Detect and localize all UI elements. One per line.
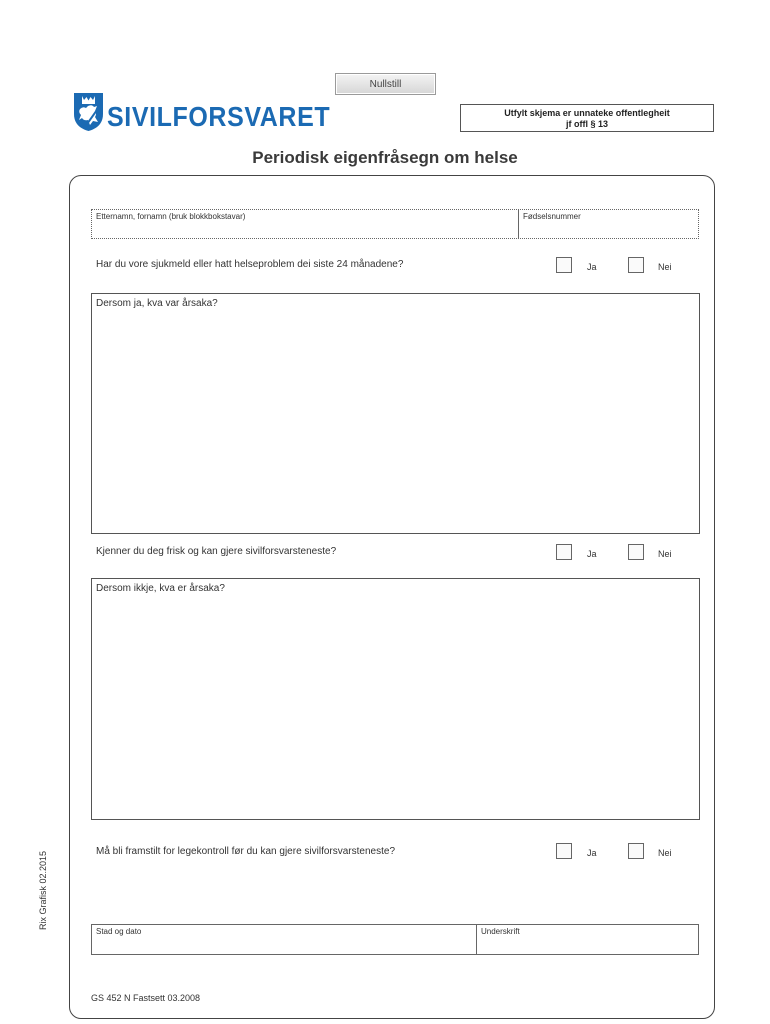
signature-row [91,924,699,955]
place-date-field[interactable] [92,925,477,954]
reason-if-yes-textarea[interactable] [91,293,700,534]
coat-of-arms-icon [73,92,104,132]
question-sick-leave: Har du vore sjukmeld eller hatt helseproblem dei siste 24 månadene? [96,259,404,270]
confidentiality-notice [460,104,714,132]
question-fit-for-service: Kjenner du deg frisk og kan gjere sivilforsvarsteneste? [96,546,337,557]
q3-yes-label: Ja [587,848,597,858]
signature-label: Underskrift [481,927,520,936]
q2-no-label: Nei [658,549,672,559]
place-date-label: Stad og dato [96,927,142,936]
reason-if-yes-label: Dersom ja, kva var årsaka? [96,298,218,309]
q2-yes-checkbox[interactable] [556,544,572,560]
printer-mark: Rix Grafisk 02.2015 [38,850,48,930]
reason-if-not-label: Dersom ikkje, kva er årsaka? [96,583,225,594]
q1-no-label: Nei [658,262,672,272]
q3-no-label: Nei [658,848,672,858]
signature-field[interactable] [477,925,698,954]
q2-no-checkbox[interactable] [628,544,644,560]
q1-no-checkbox[interactable] [628,257,644,273]
q1-yes-label: Ja [587,262,597,272]
notice-line-1: Utfylt skjema er unnateke offentlegheit [504,108,670,118]
q2-yes-label: Ja [587,549,597,559]
reason-if-not-textarea[interactable] [91,578,700,820]
name-field-label: Etternamn, fornamn (bruk blokkbokstavar) [96,212,246,221]
birth-number-label: Fødselsnummer [523,212,581,221]
name-field[interactable] [92,210,519,238]
q1-yes-checkbox[interactable] [556,257,572,273]
brand-logo-text: SIVILFORSVARET [107,101,331,133]
identity-row [91,209,699,239]
q3-no-checkbox[interactable] [628,843,644,859]
question-medical-check: Må bli framstilt for legekontroll før du kan gjere sivilforsvarsteneste? [96,846,396,857]
form-number: GS 452 N Fastsett 03.2008 [91,993,201,1003]
q3-yes-checkbox[interactable] [556,843,572,859]
notice-line-2: jf offl § 13 [565,119,608,129]
birth-number-field[interactable] [519,210,698,238]
reset-button[interactable]: Nullstill [335,73,436,95]
form-title: Periodisk eigenfråsegn om helse [252,148,518,167]
